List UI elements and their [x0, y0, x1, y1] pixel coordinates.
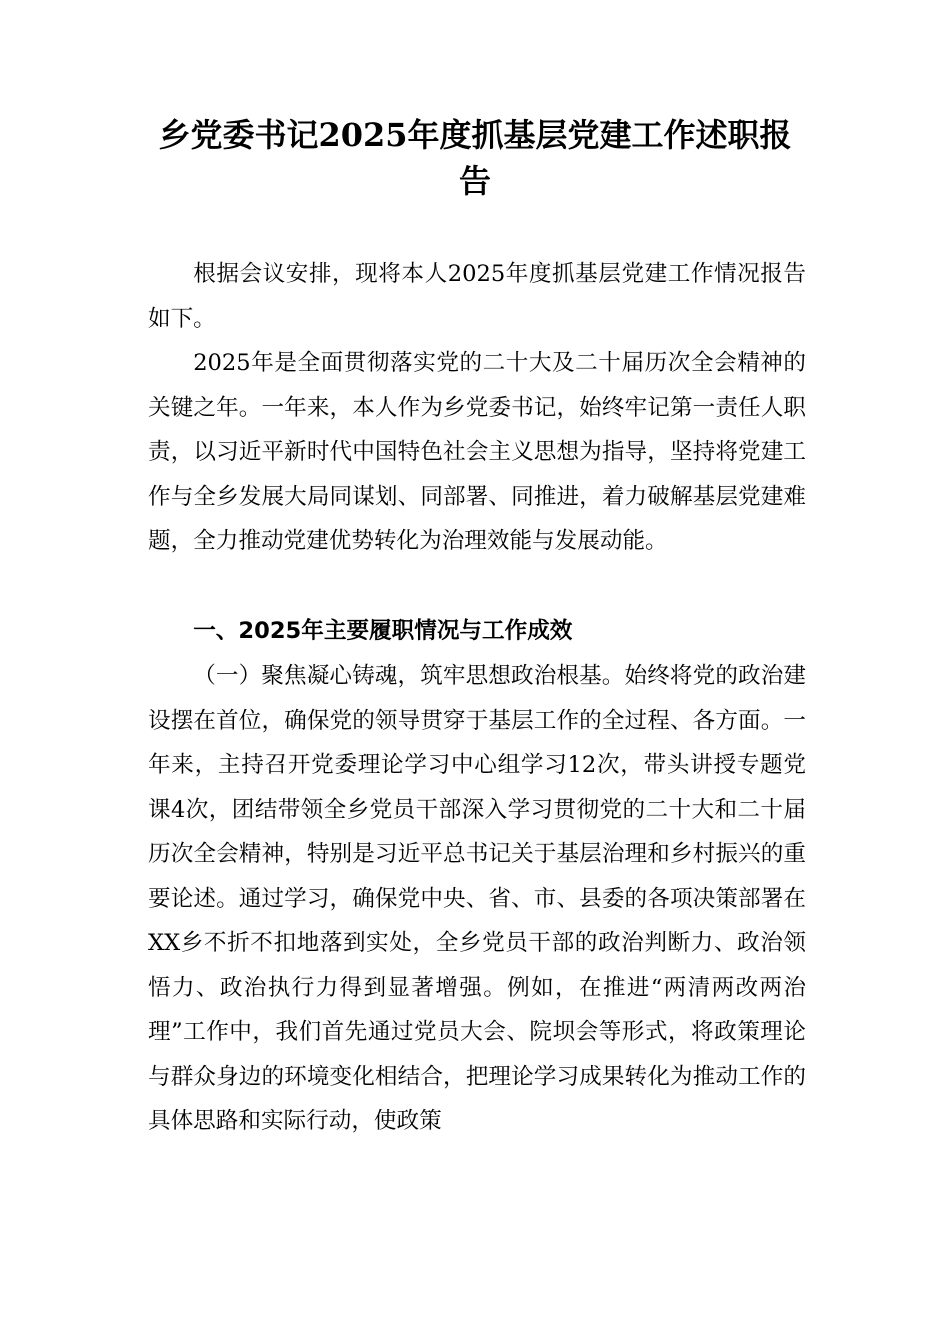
- section-heading: 一、2025年主要履职情况与工作成效: [193, 618, 573, 644]
- intro-paragraph: 根据会议安排，现将本人2025年度抓基层党建工作情况报告如下。: [148, 261, 806, 332]
- subsection-paragraph: [148, 654, 806, 1144]
- document-title: 乡党委书记2025年度抓基层党建工作述职报告: [158, 116, 792, 200]
- subsection-lead: （一）聚焦凝心铸魂，筑牢思想政治根基。: [193, 663, 625, 689]
- subsection-body: 始终将党的政治建设摆在首位，确保党的领导贯穿于基层工作的全过程、各方面。一年来，主持召开党委理论学习中心组学习12次，带头讲授专题党课4次，团结带领全乡党员干部深入学习贯彻党的二十大和二十届历次全会精神，特别是习近平总书记关于基层治理和乡村振兴的重要论述。通过学习，确保党中央、省、市、县委的各项决策部署在XX乡不折不扣地落到实处，全乡党员干部的政治判断力、政治领悟力、政治执行力得到显著增强。例如，在推进“两清两改两治理”工作中，我们首先通过党员大会、院坝会等形式，将政策理论与群众身边的环境变化相结合，把理论学习成果转化为推动工作的具体思路和实际行动，使政策: [148, 663, 807, 1134]
- overview-paragraph: 2025年是全面贯彻落实党的二十大及二十届历次全会精神的关键之年。一年来，本人作为乡党委书记，始终牢记第一责任人职责，以习近平新时代中国特色社会主义思想为指导，坚持将党建工作与全乡发展大局同谋划、同部署、同推进，着力破解基层党建难题，全力推动党建优势转化为治理效能与发展动能。: [148, 350, 806, 554]
